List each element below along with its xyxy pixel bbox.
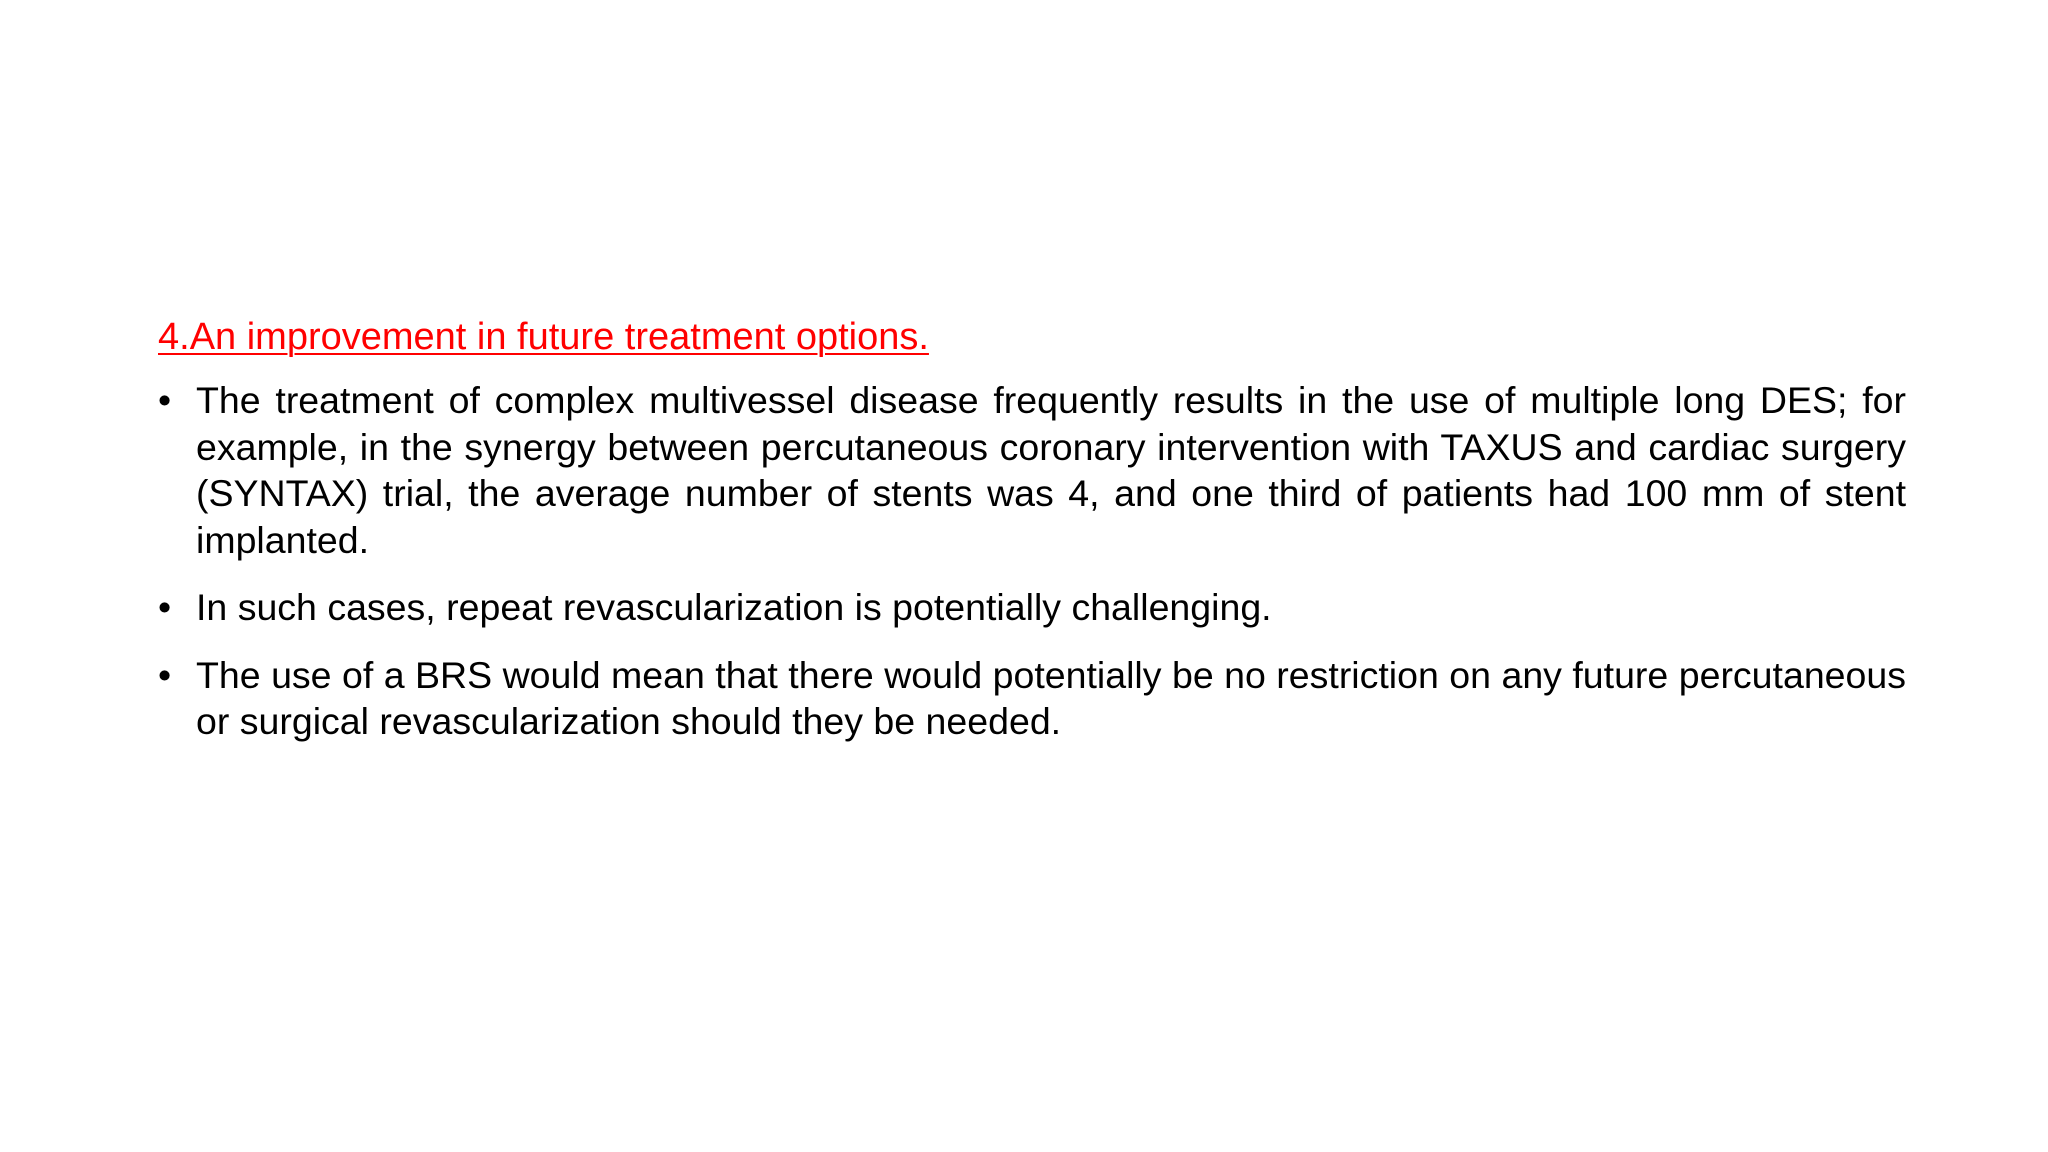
bullet-icon: •	[158, 653, 172, 696]
slide-body	[158, 313, 1906, 766]
bullet-list	[158, 377, 1906, 745]
slide-heading: 4.An improvement in future treatment options.	[158, 316, 929, 358]
bullet-text: The use of a BRS would mean that there would potentially be no restriction on any future percutaneous or surgical revascularization should they be needed.	[196, 653, 1906, 742]
bullet-item	[158, 584, 1906, 631]
bullet-item	[158, 377, 1906, 563]
bullet-icon: •	[158, 379, 172, 421]
bullet-item	[158, 652, 1906, 745]
bullet-text: In such cases, repeat revascularization is potentially challenging.	[196, 586, 1272, 628]
bullet-icon: •	[158, 586, 172, 628]
bullet-text: The treatment of complex multivessel disease frequently results in the use of multiple long DES; for example, in the synergy between percutaneous coronary intervention with TAXUS and cardiac surgery (SYNTAX) trial, the average number of stents was 4, and one third of patients had 100 mm of stent implanted.	[196, 379, 1906, 561]
